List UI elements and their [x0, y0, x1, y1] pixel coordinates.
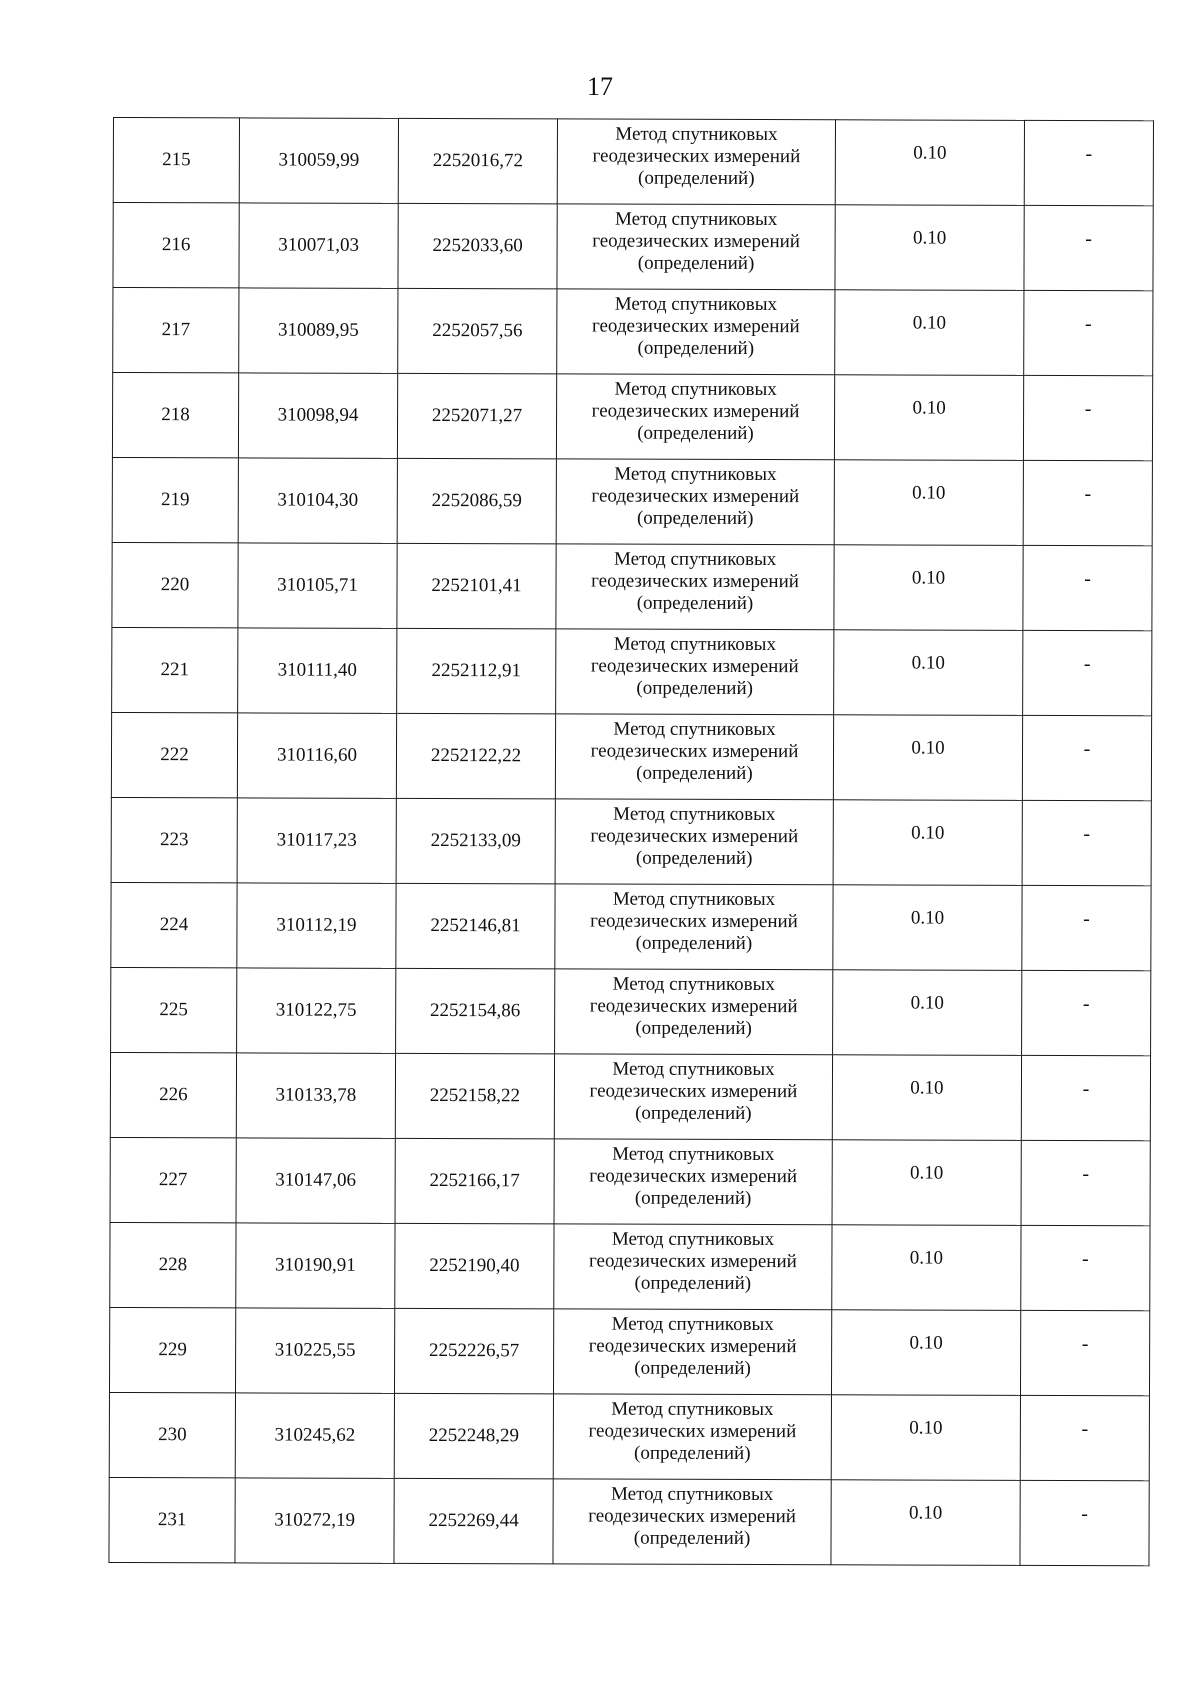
method-text — [557, 463, 834, 530]
table-row — [113, 288, 1153, 376]
note-cell — [1023, 630, 1152, 715]
coordinate-y-cell: 2252016,72 — [398, 118, 557, 203]
accuracy-value: 0.10 — [910, 992, 944, 1014]
point-number-cell: 226 — [110, 1052, 236, 1137]
note-cell — [1020, 1310, 1149, 1395]
note-value: - — [1085, 228, 1092, 251]
accuracy-cell — [832, 1055, 1021, 1141]
method-text — [555, 1143, 832, 1210]
coordinate-y-cell: 2252158,22 — [395, 1053, 554, 1138]
coordinate-x-cell: 310104,30 — [238, 458, 397, 543]
accuracy-cell — [831, 1395, 1020, 1481]
coordinate-y-cell: 2252146,81 — [396, 883, 555, 968]
point-number-cell: 218 — [112, 373, 238, 458]
note-cell — [1022, 715, 1151, 800]
method-line: Метод спутниковых — [611, 1483, 774, 1506]
table-row — [113, 203, 1153, 291]
coordinate-y-cell: 2252101,41 — [397, 543, 556, 628]
accuracy-cell — [832, 1225, 1021, 1311]
method-text — [556, 548, 833, 615]
table-row — [111, 797, 1151, 885]
method-line: (определений) — [637, 422, 754, 445]
method-cell — [555, 884, 833, 970]
note-value: - — [1081, 1418, 1089, 1441]
method-line: Метод спутниковых — [615, 123, 778, 146]
table-row — [110, 1052, 1150, 1140]
table-row — [113, 118, 1153, 206]
method-line: геодезических измерений — [588, 1420, 797, 1443]
accuracy-value: 0.10 — [909, 1332, 943, 1354]
method-text — [554, 1228, 831, 1295]
coordinate-y-cell: 2252086,59 — [397, 458, 556, 543]
coordinate-y-cell: 2252133,09 — [396, 798, 555, 883]
table-row — [111, 712, 1151, 800]
note-cell — [1021, 1055, 1150, 1140]
coordinates-table-body — [109, 118, 1154, 1566]
note-value: - — [1082, 993, 1090, 1016]
coordinate-x-cell: 310190,91 — [236, 1223, 395, 1308]
method-line: (определений) — [635, 847, 753, 870]
note-cell — [1022, 800, 1151, 885]
coordinate-x-cell: 310147,06 — [236, 1138, 395, 1223]
method-text — [557, 378, 834, 445]
accuracy-value: 0.10 — [910, 1162, 944, 1184]
method-line: (определений) — [636, 677, 754, 700]
method-line: (определений) — [634, 1272, 752, 1295]
method-line: (определений) — [634, 1442, 751, 1465]
accuracy-cell — [835, 205, 1024, 291]
note-cell — [1021, 1140, 1150, 1225]
note-value: - — [1082, 1078, 1090, 1101]
point-number-cell: 219 — [112, 457, 238, 542]
method-text — [558, 208, 835, 275]
note-cell — [1020, 1480, 1149, 1565]
point-number-cell: 221 — [112, 627, 238, 712]
table-row — [109, 1392, 1149, 1480]
accuracy-cell — [834, 630, 1023, 716]
method-text — [555, 973, 832, 1040]
accuracy-value: 0.10 — [908, 1502, 943, 1524]
accuracy-value: 0.10 — [910, 1077, 944, 1099]
accuracy-value: 0.10 — [913, 142, 947, 164]
coordinate-x-cell: 310272,19 — [235, 1478, 394, 1563]
method-cell — [554, 1139, 832, 1225]
accuracy-value: 0.10 — [911, 652, 945, 674]
method-cell — [555, 714, 833, 800]
method-line: Метод спутниковых — [613, 718, 776, 741]
coordinate-x-cell: 310117,23 — [237, 798, 396, 883]
method-line: геодезических измерений — [589, 1165, 798, 1188]
accuracy-value: 0.10 — [910, 907, 945, 929]
coordinate-y-cell: 2252190,40 — [395, 1223, 554, 1308]
point-number-cell: 224 — [111, 882, 237, 967]
method-line: (определений) — [637, 252, 755, 275]
method-line: (определений) — [635, 932, 753, 955]
method-cell — [556, 629, 834, 715]
accuracy-value: 0.10 — [909, 1247, 944, 1269]
coordinate-y-cell: 2252269,44 — [394, 1478, 553, 1563]
method-line: Метод спутниковых — [613, 803, 776, 826]
accuracy-cell — [834, 375, 1023, 461]
method-line: (определений) — [633, 1527, 751, 1550]
method-text — [557, 293, 834, 360]
method-line: Метод спутниковых — [611, 1228, 775, 1251]
method-line: Метод спутниковых — [612, 1143, 775, 1166]
method-line: геодезических измерений — [588, 1250, 797, 1273]
method-line: геодезических измерений — [591, 485, 800, 508]
method-line: Метод спутниковых — [613, 633, 777, 656]
method-cell — [555, 799, 833, 885]
method-cell — [553, 1479, 831, 1565]
coordinate-y-cell: 2252226,57 — [394, 1308, 553, 1393]
method-line: геодезических измерений — [589, 995, 798, 1018]
note-value: - — [1084, 568, 1091, 591]
method-line: (определений) — [634, 1187, 752, 1210]
coordinates-table — [108, 117, 1154, 1566]
method-line: Метод спутниковых — [611, 1398, 774, 1421]
note-value: - — [1082, 1163, 1090, 1186]
method-line: геодезических измерений — [589, 1080, 798, 1103]
method-line: (определений) — [636, 592, 754, 615]
note-cell — [1022, 970, 1151, 1055]
accuracy-cell — [833, 970, 1022, 1056]
note-value: - — [1082, 1248, 1089, 1271]
method-line: (определений) — [635, 1017, 752, 1040]
coordinate-x-cell: 310133,78 — [236, 1053, 395, 1138]
method-cell — [553, 1394, 831, 1480]
method-line: Метод спутниковых — [612, 973, 775, 996]
coordinate-x-cell: 310116,60 — [237, 713, 396, 798]
method-cell — [557, 119, 835, 205]
coordinate-x-cell: 310105,71 — [238, 543, 397, 628]
coordinate-y-cell: 2252112,91 — [397, 628, 556, 713]
accuracy-cell — [835, 120, 1024, 206]
table-row — [111, 967, 1151, 1055]
accuracy-value: 0.10 — [911, 822, 945, 844]
coordinate-y-cell: 2252154,86 — [396, 968, 555, 1053]
coordinate-x-cell: 310059,99 — [239, 118, 398, 203]
point-number-cell: 216 — [113, 203, 239, 288]
note-cell — [1023, 545, 1152, 630]
accuracy-cell — [831, 1480, 1020, 1566]
note-cell — [1020, 1395, 1149, 1480]
point-number-cell: 229 — [109, 1307, 235, 1392]
coordinate-y-cell: 2252071,27 — [397, 373, 556, 458]
table-row — [112, 373, 1152, 461]
note-cell — [1023, 375, 1152, 460]
coordinate-y-cell: 2252166,17 — [395, 1138, 554, 1223]
accuracy-cell — [833, 800, 1022, 886]
point-number-cell: 231 — [109, 1477, 235, 1562]
accuracy-value: 0.10 — [912, 227, 947, 249]
note-cell — [1023, 460, 1152, 545]
method-line: геодезических измерений — [590, 825, 799, 848]
note-value: - — [1085, 143, 1093, 166]
method-line: геодезических измерений — [588, 1505, 797, 1528]
method-line: геодезических измерений — [591, 315, 800, 338]
point-number-cell: 217 — [113, 288, 239, 373]
table-row — [110, 1222, 1150, 1310]
note-cell — [1024, 290, 1153, 375]
coordinate-x-cell: 310245,62 — [235, 1393, 394, 1478]
point-number-cell: 215 — [113, 118, 239, 203]
coordinate-y-cell: 2252033,60 — [398, 203, 557, 288]
coordinate-x-cell: 310112,19 — [237, 883, 396, 968]
method-line: геодезических измерений — [590, 740, 799, 763]
method-cell — [556, 374, 834, 460]
coordinate-y-cell: 2252057,56 — [398, 288, 557, 373]
method-line: геодезических измерений — [592, 145, 801, 168]
table-row — [112, 542, 1152, 630]
method-line: (определений) — [634, 1357, 751, 1380]
point-number-cell: 220 — [112, 542, 238, 627]
method-line: Метод спутниковых — [614, 293, 778, 316]
method-line: геодезических измерений — [591, 400, 800, 423]
coordinate-x-cell: 310111,40 — [238, 628, 397, 713]
accuracy-cell — [832, 1140, 1021, 1226]
method-line: Метод спутниковых — [612, 1058, 775, 1081]
note-cell — [1022, 885, 1151, 970]
method-text — [556, 803, 833, 870]
table-row — [111, 882, 1151, 970]
method-cell — [553, 1309, 831, 1395]
method-line: (определений) — [636, 762, 753, 785]
point-number-cell: 228 — [110, 1222, 236, 1307]
method-line: Метод спутниковых — [614, 378, 777, 401]
accuracy-cell — [834, 460, 1023, 546]
note-value: - — [1083, 908, 1090, 931]
method-line: геодезических измерений — [591, 570, 799, 593]
method-cell — [557, 204, 835, 290]
accuracy-value: 0.10 — [911, 737, 945, 759]
method-cell — [554, 1054, 832, 1140]
method-line: Метод спутниковых — [612, 888, 776, 911]
note-value: - — [1084, 313, 1092, 336]
table-row — [109, 1307, 1149, 1395]
point-number-cell: 230 — [109, 1392, 235, 1477]
method-line: геодезических измерений — [588, 1335, 797, 1358]
method-line: Метод спутниковых — [613, 548, 777, 571]
method-line: (определений) — [637, 337, 755, 360]
accuracy-cell — [833, 715, 1022, 801]
note-value: - — [1083, 823, 1091, 846]
point-number-cell: 225 — [111, 967, 237, 1052]
note-value: - — [1081, 1503, 1088, 1526]
method-text — [554, 1483, 831, 1550]
method-cell — [555, 969, 833, 1055]
coordinate-x-cell: 310122,75 — [237, 968, 396, 1053]
coordinate-x-cell: 310225,55 — [235, 1308, 394, 1393]
page-number: 17 — [587, 72, 613, 101]
table-row — [112, 627, 1152, 715]
note-cell — [1024, 205, 1153, 290]
note-value: - — [1083, 738, 1091, 761]
method-line: (определений) — [635, 1102, 752, 1125]
method-line: Метод спутниковых — [614, 463, 777, 486]
coordinate-x-cell: 310098,94 — [238, 373, 397, 458]
point-number-cell: 223 — [111, 797, 237, 882]
method-line: (определений) — [636, 507, 754, 530]
accuracy-cell — [835, 290, 1024, 376]
method-text — [554, 1313, 831, 1380]
table-row — [109, 1477, 1149, 1565]
table-row — [110, 1137, 1150, 1225]
method-text — [558, 123, 835, 190]
method-cell — [556, 459, 834, 545]
coordinate-x-cell: 310071,03 — [239, 203, 398, 288]
table-row — [112, 457, 1152, 545]
accuracy-cell — [834, 545, 1023, 631]
method-line: Метод спутниковых — [615, 208, 778, 231]
method-line: Метод спутниковых — [611, 1313, 774, 1336]
point-number-cell: 227 — [110, 1137, 236, 1222]
accuracy-value: 0.10 — [912, 397, 946, 419]
method-text — [555, 888, 832, 955]
method-cell — [556, 544, 834, 630]
note-value: - — [1084, 398, 1092, 421]
accuracy-value: 0.10 — [912, 312, 947, 334]
point-number-cell: 222 — [111, 712, 237, 797]
method-text — [555, 1058, 832, 1125]
method-line: геодезических измерений — [592, 230, 801, 253]
method-text — [556, 633, 833, 700]
accuracy-value: 0.10 — [912, 482, 946, 504]
accuracy-value: 0.10 — [909, 1417, 943, 1439]
note-value: - — [1084, 483, 1092, 506]
method-cell — [557, 289, 835, 375]
coordinate-y-cell: 2252248,29 — [394, 1393, 553, 1478]
method-text — [554, 1398, 831, 1465]
note-cell — [1024, 120, 1153, 205]
accuracy-value: 0.10 — [911, 567, 946, 589]
method-text — [556, 718, 833, 785]
note-value: - — [1081, 1333, 1089, 1356]
method-line: (определений) — [638, 167, 755, 190]
method-line: геодезических измерений — [590, 655, 799, 678]
accuracy-cell — [833, 885, 1022, 971]
coordinate-y-cell: 2252122,22 — [396, 713, 555, 798]
accuracy-cell — [831, 1310, 1020, 1396]
note-value: - — [1083, 653, 1091, 676]
note-cell — [1021, 1225, 1150, 1310]
method-cell — [554, 1224, 832, 1310]
coordinate-x-cell: 310089,95 — [239, 288, 398, 373]
method-line: геодезических измерений — [590, 910, 798, 933]
